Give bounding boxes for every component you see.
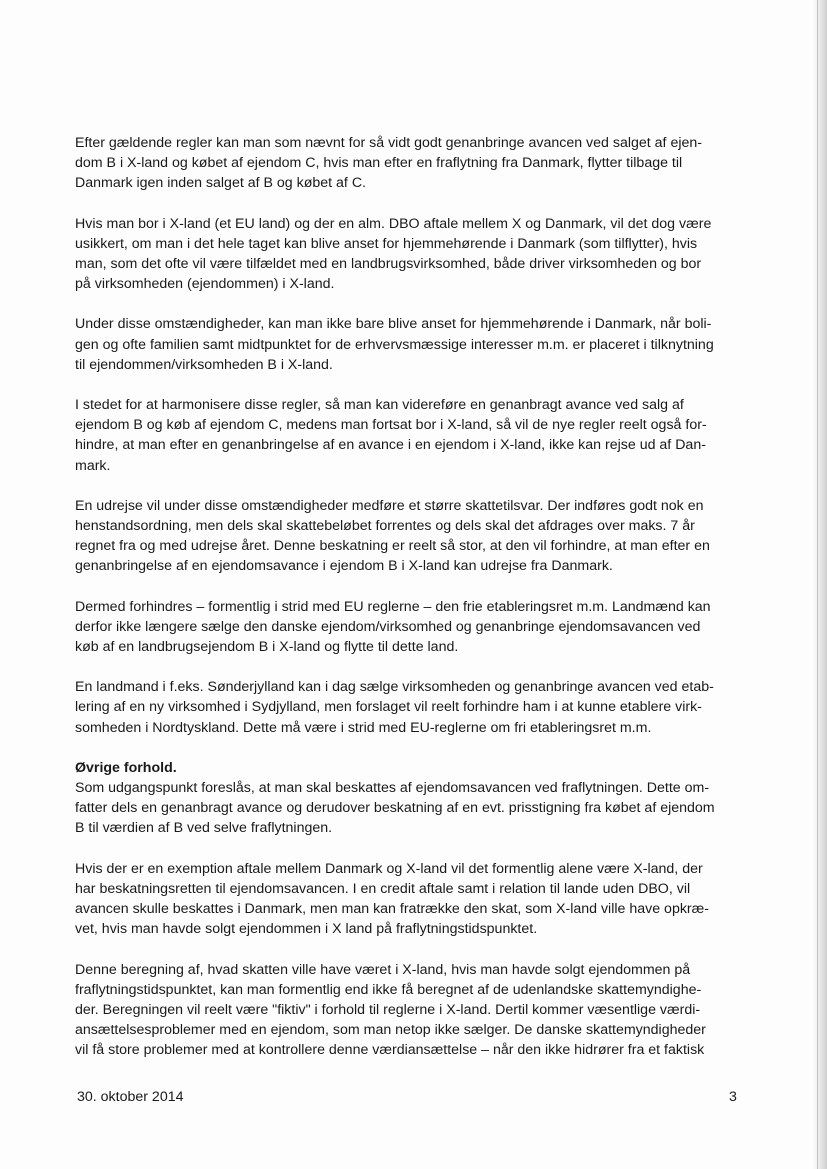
paragraph xyxy=(75,214,765,295)
paragraph-line: der. Beregningen vil reelt være "fiktiv" i forhold til reglerne i X-land. Dertil kommer væsentlige værdi- xyxy=(75,1001,701,1018)
paragraph-line: køb af en landbrugsejendom B i X-land og flytte til dette land. xyxy=(75,639,459,656)
page-edge-shadow xyxy=(813,0,827,1169)
paragraph-line: En landmand i f.eks. Sønderjylland kan i dag sælge virksomheden og genanbringe avancen ved etab- xyxy=(75,679,714,696)
paragraph-line: En udrejse vil under disse omstændigheder medføre et større skattetilsvar. Der indføres godt nok en xyxy=(75,497,704,514)
paragraph-line: dom B i X-land og købet af ejendom C, hvis man efter en fraflytning fra Danmark, flytter tilbage til xyxy=(75,155,683,172)
paragraph-line: fraflytningstidspunktet, kan man formentlig end ikke få beregnet af de udenlandske skattemyndighe- xyxy=(75,981,702,998)
paragraph-line: på virksomheden (ejendommen) i X-land. xyxy=(75,276,335,293)
document-body xyxy=(75,133,765,1081)
paragraph-line: Under disse omstændigheder, kan man ikke bare blive anset for hjemmehørende i Danmark, når boli- xyxy=(75,316,712,333)
paragraph-line: til ejendommen/virksomheden B i X-land. xyxy=(75,356,333,373)
paragraph-line: har beskatningsretten til ejendomsavancen. I en credit aftale samt i relation til lande uden DBO, vil xyxy=(75,880,691,897)
paragraph-line: regnet fra og med udrejse året. Denne beskatning er reelt så stor, at den vil forhindre, at man efter en xyxy=(75,538,710,555)
paragraph-line: Denne beregning af, hvad skatten ville have været i X-land, hvis man havde solgt ejendommen på xyxy=(75,961,691,978)
paragraph-line: mark. xyxy=(75,457,111,474)
paragraph xyxy=(75,133,765,194)
paragraph-line: lering af en ny virksomhed i Sydjylland, men forslaget vil reelt forhindre ham i at kunne etablere virk- xyxy=(75,699,702,716)
page-edge-line xyxy=(817,0,818,1169)
paragraph-line: Hvis man bor i X-land (et EU land) og der en alm. DBO aftale mellem X og Danmark, vil det dog være xyxy=(75,215,712,232)
footer-page-number: 3 xyxy=(729,1089,737,1105)
footer-date: 30. oktober 2014 xyxy=(77,1089,184,1105)
paragraph-line: gen og ofte familien samt midtpunktet for de erhvervsmæssige interesser m.m. er placeret i tilknytning xyxy=(75,336,714,353)
paragraph-line: Dermed forhindres – formentlig i strid med EU reglerne – den frie etableringsret m.m. Landmænd kan xyxy=(75,598,711,615)
paragraph xyxy=(75,395,765,476)
paragraph-line: derfor ikke længere sælge den danske ejendom/virksomhed og genanbringe ejendomsavancen ved xyxy=(75,618,701,635)
paragraph-line: genanbringelse af en ejendomsavance i ejendom B i X-land kan udrejse fra Danmark. xyxy=(75,558,613,575)
paragraph-line: hindre, at man efter en genanbringelse af en avance i en ejendom i X-land, ikke kan rejse ud af Dan- xyxy=(75,437,706,454)
paragraph-line: ansættelsesproblemer med en ejendom, som man netop ikke sælger. De danske skattemyndigheder xyxy=(75,1022,706,1039)
paragraph xyxy=(75,960,765,1061)
paragraph xyxy=(75,758,765,839)
paragraph xyxy=(75,677,765,738)
paragraph-line: Danmark igen inden salget af B og købet af C. xyxy=(75,175,367,192)
paragraph-line: vet, hvis man havde solgt ejendommen i X land på fraflytningstidspunktet. xyxy=(75,921,538,938)
paragraph-line: henstandsordning, men dels skal skattebeløbet forrentes og dels skal det afdrages over maks. 7 år xyxy=(75,518,695,535)
paragraph-line: Efter gældende regler kan man som nævnt for så vidt godt genanbringe avancen ved salget af ejen- xyxy=(75,135,702,151)
paragraph-line: Hvis der er en exemption aftale mellem Danmark og X-land vil det formentlig alene være X-land, der xyxy=(75,860,703,877)
paragraph-line: vil få store problemer med at kontrollere denne værdiansættelse – når den ikke hidrører fra et faktisk xyxy=(75,1042,705,1059)
paragraph xyxy=(75,496,765,577)
paragraph-line: ejendom B og køb af ejendom C, medens man fortsat bor i X-land, så vil de nye regler reelt også for- xyxy=(75,417,707,434)
paragraph-line: I stedet for at harmonisere disse regler, så man kan videreføre en genanbragt avance ved salg af xyxy=(75,397,684,414)
paragraph xyxy=(75,314,765,375)
paragraph-line: B til værdien af B ved selve fraflytningen. xyxy=(75,820,333,837)
paragraph xyxy=(75,597,765,658)
section-heading: Øvrige forhold. xyxy=(75,759,177,776)
paragraph-line: Som udgangspunkt foreslås, at man skal beskattes af ejendomsavancen ved fraflytningen. Dette om- xyxy=(75,780,710,797)
paragraph-line: fatter dels en genanbragt avance og derudover beskatning af en evt. prisstigning fra købet af ejendom xyxy=(75,800,715,817)
paragraph-line: usikkert, om man i det hele taget kan blive anset for hjemmehørende i Danmark (som tilflytter), hvis xyxy=(75,235,698,252)
paragraph-line: somheden i Nordtyskland. Dette må være i strid med EU-reglerne om fri etableringsret m.m. xyxy=(75,719,652,736)
paragraph xyxy=(75,859,765,940)
paragraph-line: man, som det ofte vil være tilfældet med en landbrugsvirksomhed, både driver virksomheden og bor xyxy=(75,256,702,273)
paragraph-line: avancen skulle beskattes i Danmark, men man kan fratrække den skat, som X-land ville have opkræ- xyxy=(75,901,709,918)
